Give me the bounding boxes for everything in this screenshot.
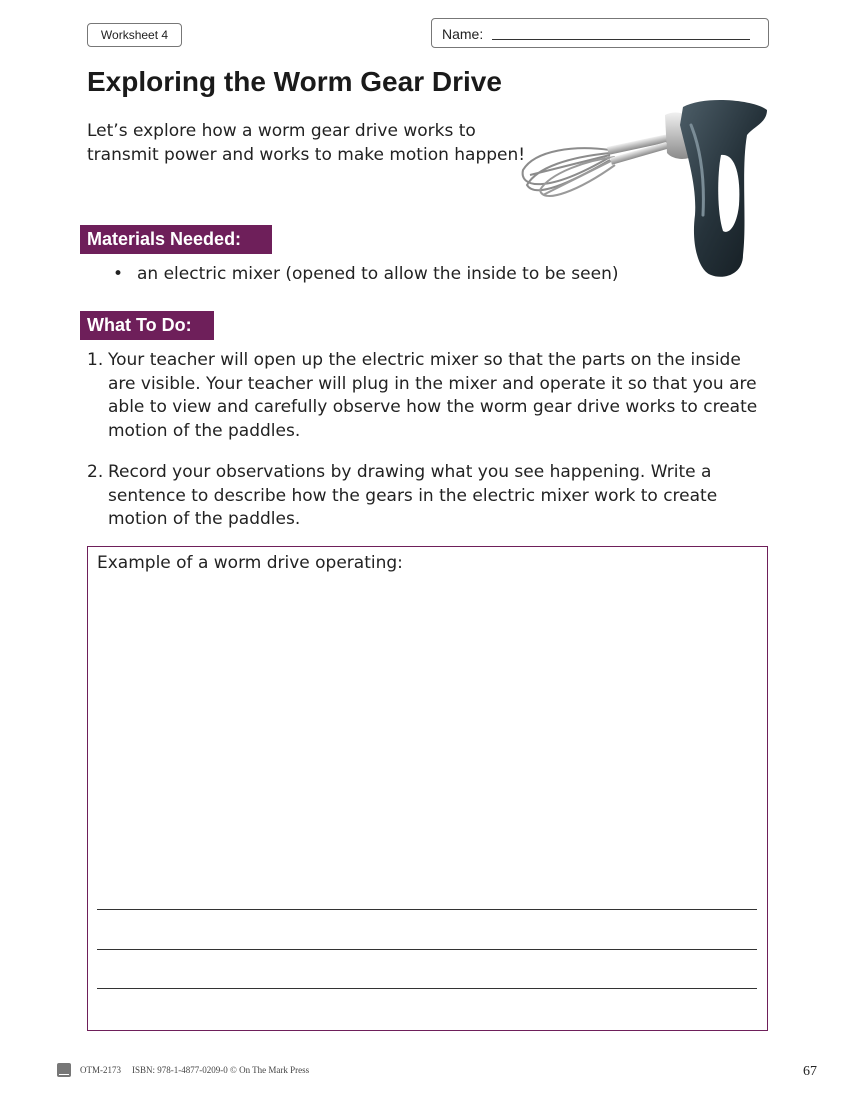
materials-heading: Materials Needed: (80, 225, 272, 254)
step-text: Record your observations by drawing what you see happening. Write a sentence to describe how the gears in the electric mixer work to create motion of the paddles. (108, 462, 718, 529)
page-number: 67 (803, 1064, 817, 1079)
electric-mixer-image (515, 95, 770, 280)
step-item (87, 349, 767, 443)
footer-code: OTM-2173 (80, 1065, 121, 1075)
steps-list (87, 349, 767, 550)
answer-box-label: Example of a worm drive operating: (97, 553, 403, 573)
page-title: Exploring the Worm Gear Drive (87, 66, 502, 97)
step-number: 2. (87, 462, 104, 482)
page-footer (57, 1063, 817, 1083)
book-icon (57, 1063, 71, 1077)
list-item: • an electric mixer (opened to allow the inside to be seen) (113, 264, 618, 284)
step-text: Your teacher will open up the electric mixer so that the parts on the inside are visible. Your teacher will plug in the mixer and operate it so that you are able to view and carefully observe how the worm gear drive works to create motion of the paddles. (108, 350, 758, 441)
name-field-box (431, 18, 769, 48)
write-line-2[interactable] (97, 949, 757, 950)
answer-box[interactable] (87, 546, 768, 1031)
step-item (87, 461, 767, 532)
footer-isbn: ISBN: 978-1-4877-0209-0 © On The Mark Press (132, 1065, 310, 1075)
write-line-1[interactable] (97, 909, 757, 910)
materials-list (113, 264, 618, 284)
intro-paragraph: Let’s explore how a worm gear drive works to transmit power and works to make motion happen! (87, 121, 526, 165)
name-write-line[interactable] (492, 39, 750, 40)
step-number: 1. (87, 350, 104, 370)
write-line-3[interactable] (97, 988, 757, 989)
what-to-do-heading: What To Do: (80, 311, 214, 340)
name-label: Name: (442, 26, 484, 42)
worksheet-tag: Worksheet 4 (87, 23, 182, 47)
